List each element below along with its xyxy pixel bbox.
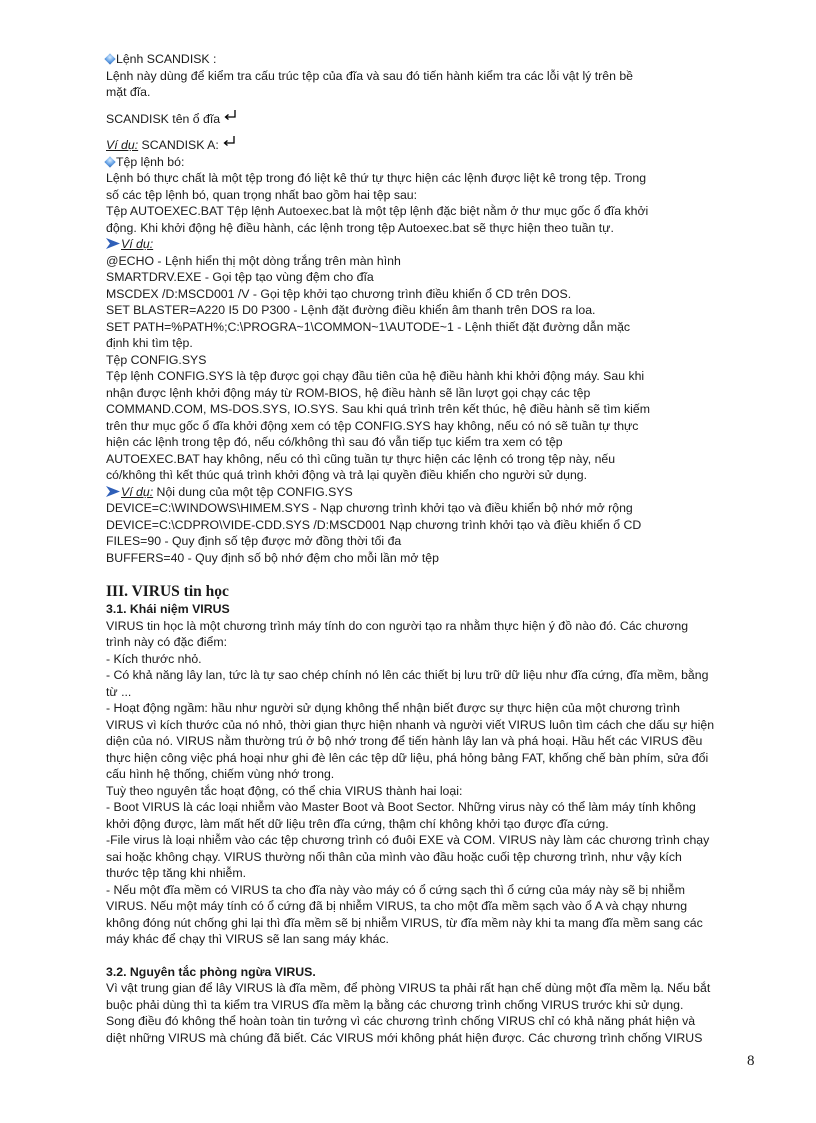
- batch-ex-3: MSCDEX /D:MSCD001 /V - Gọi tệp khởi tạo chương trình điều khiển ổ CD trên DOS.: [106, 286, 572, 301]
- virus-v4: - Có khả năng lây lan, tức là tự sao chép chính nó lên các thiết bị lưu trữ dữ liệu như đĩa cứng, đĩa mềm, bằng: [106, 668, 709, 682]
- virus-v18: VIRUS. Nếu một máy tính có ổ cứng đã bị nhiễm VIRUS, ta cho một đĩa mềm sạch vào ổ A và chạy nhưng: [106, 899, 688, 913]
- page-number: 8: [747, 1053, 755, 1069]
- virus-v13: khởi động được, làm mất hết dữ liệu trên đĩa cứng, thậm chí không khởi tạo được đĩa cứng.: [106, 816, 609, 831]
- virus-v5: từ ...: [106, 684, 132, 699]
- document-page: [106, 51, 715, 1046]
- batch-heading-line: [106, 154, 706, 171]
- virus-v12: - Boot VIRUS là các loại nhiễm vào Master Boot và Boot Sector. Những virus này có thể làm máy tính không: [106, 800, 696, 814]
- config-c3: COMMAND.COM, MS-DOS.SYS, IO.SYS. Sau khi quá trình trên kết thúc, hệ điều hành sẽ tìm kiếm: [106, 402, 650, 416]
- virus-v14: -File virus là loại nhiễm vào các tệp chương trình có đuôi EXE và COM. VIRUS này làm các chương trình chạy: [106, 833, 710, 847]
- virus-v11: Tuỳ theo nguyên tắc hoạt động, có thể chia VIRUS thành hai loại:: [106, 783, 463, 798]
- virus-v2: trình này có đặc điểm:: [106, 635, 227, 649]
- config-d3: FILES=90 - Quy định số tệp được mở đồng thời tối đa: [106, 534, 402, 548]
- enter-key-icon: [222, 135, 236, 149]
- subsection-3-1-title: 3.1. Khái niệm VIRUS: [106, 602, 230, 616]
- config-title: Tệp CONFIG.SYS: [106, 352, 207, 367]
- virus-v6: - Hoạt động ngầm: hầu như người sử dụng không thể nhận biết được sự thực hiện của một chương trình: [106, 701, 681, 715]
- scandisk-example-line: [106, 135, 706, 154]
- config-c4: trên thư mục gốc ổ đĩa khởi động xem có tệp CONFIG.SYS hay không, nếu có nó sẽ tuần tự thực: [106, 418, 639, 433]
- config-d1: DEVICE=C:\WINDOWS\HIMEM.SYS - Nạp chương trình khởi tạo và điều khiển bộ nhớ mở rộng: [106, 501, 633, 515]
- virus-w2: buộc phải dùng thì ta kiểm tra VIRUS đĩa mềm lạ bằng các chương trình chống VIRUS trước khi sử dụng.: [106, 997, 684, 1012]
- scandisk-example-cmd: SCANDISK A:: [138, 138, 219, 152]
- subsection-3-2-title: 3.2. Nguyên tắc phòng ngừa VIRUS.: [106, 964, 316, 979]
- scandisk-heading: Lệnh SCANDISK :: [116, 52, 217, 66]
- batch-p1: Lệnh bó thực chất là một tệp trong đó liệt kê thứ tự thực hiện các lệnh được liệt kê trong tệp. Trong: [106, 171, 647, 185]
- scandisk-syntax-line: [106, 109, 706, 128]
- batch-p3: Tệp AUTOEXEC.BAT Tệp lệnh Autoexec.bat là một tệp lệnh đặc biệt nằm ở thư mục gốc ổ đĩa khởi: [106, 204, 649, 218]
- scandisk-heading-line: [106, 51, 706, 68]
- batch-example-label: Ví dụ:: [121, 237, 154, 251]
- virus-w1: Vì vật trung gian để lây VIRUS là đĩa mềm, để phòng VIRUS ta phải rất hạn chế dùng một đĩa mềm lạ. Nếu bắt: [106, 981, 711, 995]
- virus-v7: VIRUS vì kích thước của nó nhỏ, thời gian thực hiện nhanh và người viết VIRUS luôn tìm cách che dấu sự hiện: [106, 717, 715, 732]
- virus-v8: diện của nó. VIRUS nằm thường trú ở bộ nhớ trong để tiến hành lây lan và phá hoại. Hầu hết các VIRUS đều: [106, 734, 703, 748]
- config-example-text: Nội dung của một tệp CONFIG.SYS: [153, 484, 353, 499]
- batch-ex-1: @ECHO - Lệnh hiển thị một dòng trắng trên màn hình: [106, 253, 401, 268]
- virus-v20: máy khác để chạy thì VIRUS sẽ lan sang máy khác.: [106, 932, 389, 946]
- config-d4: BUFFERS=40 - Quy định số bộ nhớ đệm cho mỗi lần mở tệp: [106, 550, 439, 565]
- batch-heading: Tệp lệnh bó:: [116, 154, 185, 169]
- scandisk-desc-1: Lệnh này dùng để kiểm tra cấu trúc tệp của đĩa và sau đó tiến hành kiểm tra các lỗi vật lý trên bề: [106, 68, 634, 83]
- config-d2: DEVICE=C:\CDPRO\VIDE-CDD.SYS /D:MSCD001 Nạp chương trình khởi tạo và điều khiển ổ CD: [106, 517, 642, 532]
- scandisk-example-label: Ví dụ:: [106, 138, 139, 152]
- scandisk-desc-2: mặt đĩa.: [106, 85, 151, 99]
- batch-ex-5: SET PATH=%PATH%;C:\PROGRA~1\COMMON~1\AUTODE~1 - Lệnh thiết đặt đường dẫn mặc: [106, 319, 631, 334]
- virus-v10: cấu hình hệ thống, chiếm vùng nhớ trong.: [106, 767, 335, 781]
- virus-v16: thước tệp tăng khi nhiễm.: [106, 866, 247, 880]
- batch-ex-4: SET BLASTER=A220 I5 D0 P300 - Lệnh đặt đường điều khiển âm thanh trên DOS ra loa.: [106, 303, 596, 317]
- config-c6: AUTOEXEC.BAT hay không, nếu có thì cũng tuần tự thực hiện các lệnh có trong tệp này, nếu: [106, 451, 616, 466]
- batch-p2: số các tệp lệnh bó, quan trọng nhất bao gồm hai tệp sau:: [106, 187, 418, 202]
- diamond-bullet-icon: [104, 54, 115, 65]
- arrow-bullet-icon: [106, 238, 120, 249]
- config-example-line: [106, 484, 706, 501]
- batch-p4: động. Khi khởi động hệ điều hành, các lệnh trong tệp Autoexec.bat sẽ thực hiện theo tuần tự.: [106, 220, 614, 235]
- enter-key-icon: [223, 109, 237, 123]
- virus-v3: - Kích thước nhỏ.: [106, 651, 202, 666]
- config-c7: có/không thì kết thúc quá trình khởi động và trả lại quyền điều khiển cho người sử dụng.: [106, 468, 588, 482]
- section-title: III. VIRUS tin học: [106, 583, 229, 600]
- virus-v17: - Nếu một đĩa mềm có VIRUS ta cho đĩa này vào máy có ổ cứng sạch thì ổ cứng của máy này sẽ bị nhiễm: [106, 882, 685, 897]
- config-c5: hiện các lệnh trong tệp đó, nếu có/không thì sau đó vẫn tiếp tục kiểm tra xem có tệp: [106, 435, 563, 449]
- virus-v15: sai hoặc không chạy. VIRUS thường nối thân của mình vào đầu hoặc cuối tệp chương trình, như vậy kích: [106, 849, 682, 864]
- batch-ex-2: SMARTDRV.EXE - Gọi tệp tạo vùng đệm cho đĩa: [106, 270, 374, 284]
- diamond-bullet-icon: [104, 156, 115, 167]
- batch-ex-6: định khi tìm tệp.: [106, 336, 193, 350]
- virus-v1: VIRUS tin học là một chương trình máy tính do con người tạo ra nhằm thực hiện ý đồ nào đó. Các chương: [106, 618, 689, 633]
- batch-example-line: [106, 236, 706, 253]
- config-c1: Tệp lệnh CONFIG.SYS là tệp được gọi chạy đầu tiên của hệ điều hành khi khởi động máy. Sau khi: [106, 369, 645, 383]
- config-c2: nhận được lệnh khởi động máy từ ROM-BIOS, hệ điều hành sẽ lần lượt gọi chạy các tệp: [106, 385, 591, 400]
- arrow-bullet-icon: [106, 486, 120, 497]
- config-example-label: Ví dụ:: [121, 484, 154, 499]
- virus-w4: diệt những VIRUS mà chúng đã biết. Các VIRUS mới không phát hiện được. Các chương trình chống VIRUS: [106, 1030, 703, 1045]
- virus-v19: không đóng nút chống ghi lại thì đĩa mềm sẽ bị nhiễm VIRUS, từ đĩa mềm này khi ta mang đĩa mềm sang các: [106, 915, 703, 930]
- virus-w3: Song điều đó không thể hoàn toàn tin tưởng vì các chương trình chống VIRUS chỉ có khả năng phát hiện và: [106, 1014, 696, 1028]
- virus-v9: thực hiện công việc phá hoại như ghi đè lên các tệp dữ liệu, phá hỏng bảng FAT, khống chế bàn phím, sửa đổi: [106, 750, 709, 765]
- scandisk-syntax: SCANDISK tên ổ đĩa: [106, 111, 221, 126]
